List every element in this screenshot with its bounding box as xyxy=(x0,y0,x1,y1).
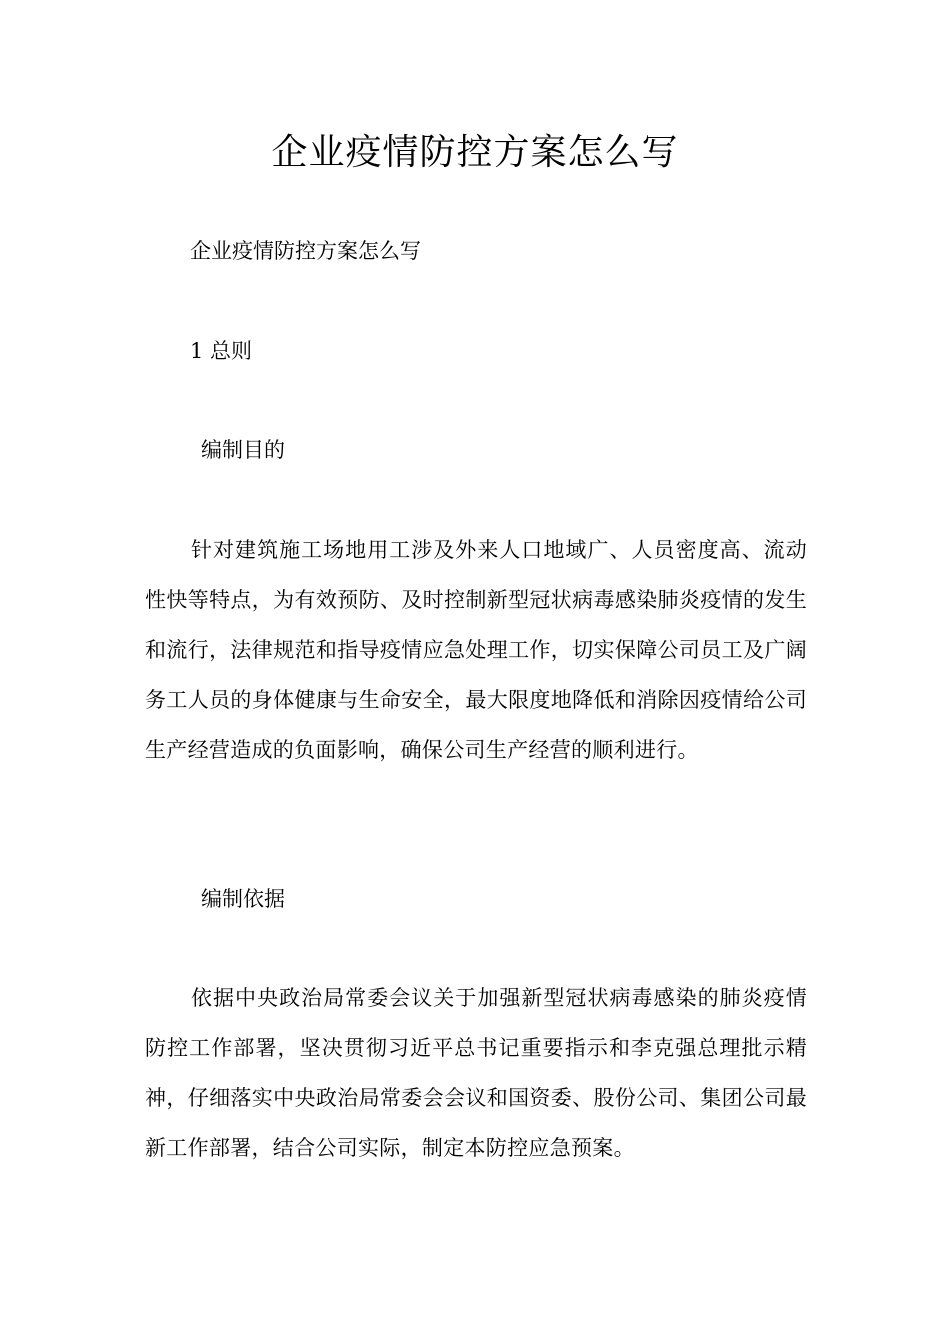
basis-paragraph: 依据中央政治局常委会议关于加强新型冠状病毒感染的肺炎疫情防控工作部署，坚决贯彻习近平总书记重要指示和李克强总理批示精神，仔细落实中央政治局常委会会议和国资委、股份公司、集团公司最新工作部署，结合公司实际，制定本防控应急预案。 xyxy=(145,986,807,1160)
document-title: 企业疫情防控方案怎么写 xyxy=(271,132,679,173)
section-heading-general: 1 总则 xyxy=(190,339,253,363)
document-subtitle: 企业疫情防控方案怎么写 xyxy=(190,239,421,263)
subsection-heading-basis: 编制依据 xyxy=(201,887,285,911)
purpose-paragraph: 针对建筑施工场地用工涉及外来人口地域广、人员密度高、流动性快等特点，为有效预防、及时控制新型冠状病毒感染肺炎疫情的发生和流行，法律规范和指导疫情应急处理工作，切实保障公司员工及广阔务工人员的身体健康与生命安全，最大限度地降低和消除因疫情给公司生产经营造成的负面影响，确保公司生产经营的顺利进行。 xyxy=(145,538,807,762)
subsection-heading-purpose: 编制目的 xyxy=(201,438,285,462)
